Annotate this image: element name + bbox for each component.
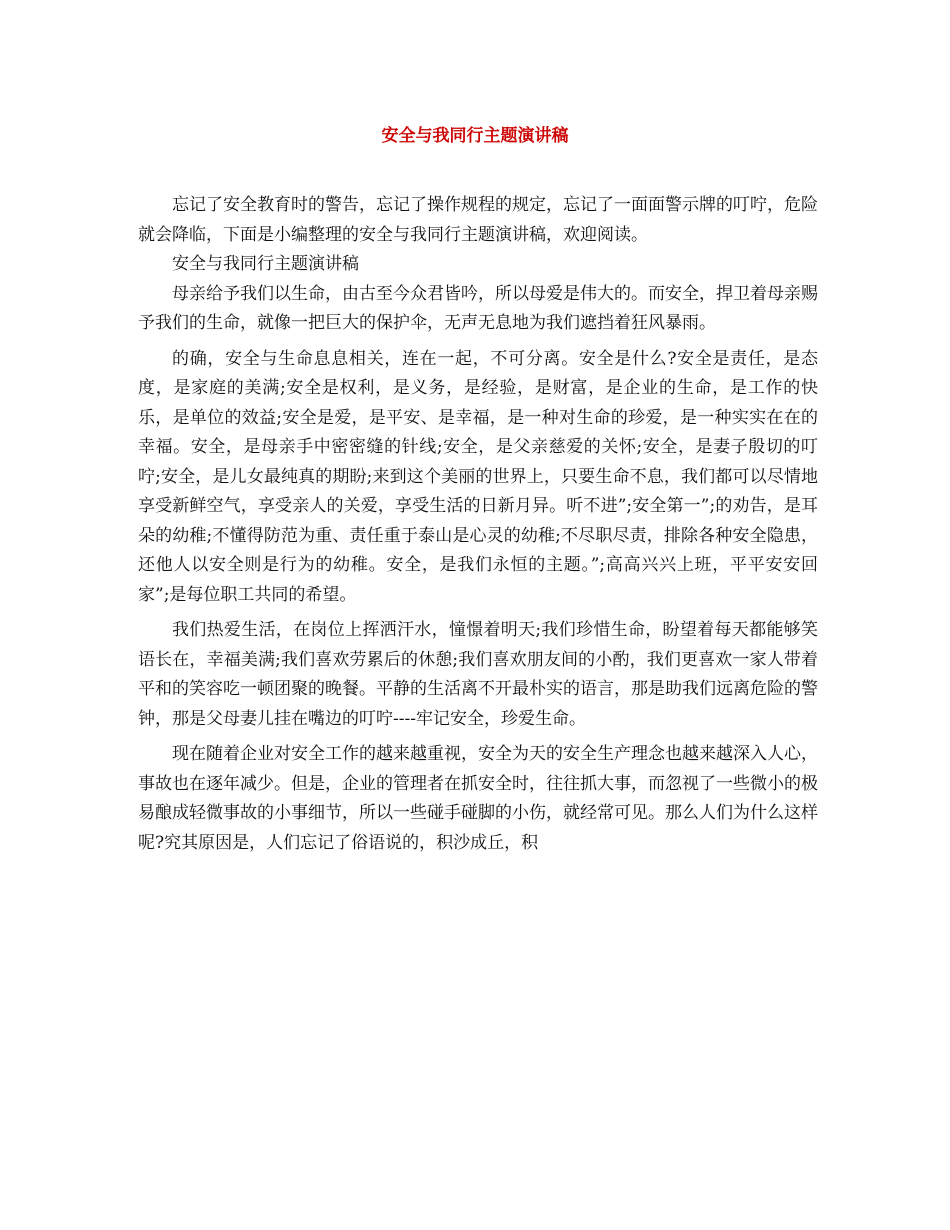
paragraph-subtitle: 安全与我同行主题演讲稿 [172, 254, 359, 274]
paragraph-mother: 母亲给予我们以生命，由古至今众君皆吟，所以母爱是伟大的。而安全，捍卫着母亲赐予我们的生命，就像一把巨大的保护伞，无声无息地为我们遮挡着狂风暴雨。 [138, 283, 818, 333]
document-title: 安全与我同行主题演讲稿 [381, 126, 569, 146]
paragraph-safety-life: 的确，安全与生命息息相关，连在一起，不可分离。安全是什么?安全是责任，是态度，是家庭的美满;安全是权利，是义务，是经验，是财富，是企业的生命，是工作的快乐，是单位的效益;安全是爱，是平安、是幸福，是一种对生命的珍爱，是一种实实在在的幸福。安全，是母亲手中密密缝的针线;安全，是父亲慈爱的关怀;安全，是妻子殷切的叮咛;安全，是儿女最纯真的期盼;来到这个美丽的世界上，只要生命不息，我们都可以尽情地享受新鲜空气，享受亲人的关爱，享受生活的日新月异。听不进”;安全第一”;的劝告，是耳朵的幼稚;不懂得防范为重、责任重于泰山是心灵的幼稚;不尽职尽责，排除各种安全隐患，还他人以安全则是行为的幼稚。安全，是我们永恒的主题。”;高高兴兴上班，平平安安回家”;是每位职工共同的希望。 [138, 348, 818, 605]
paragraph-love-life: 我们热爱生活，在岗位上挥洒汗水，憧憬着明天;我们珍惜生命，盼望着每天都能够笑语长在，幸福美满;我们喜欢劳累后的休憩;我们喜欢朋友间的小酌，我们更喜欢一家人带着平和的笑容吃一顿团聚的晚餐。平静的生活离不开最朴实的语言，那是助我们远离危险的警钟，那是父母妻儿挂在嘴边的叮咛----牢记安全，珍爱生命。 [138, 620, 818, 729]
document-body [138, 191, 818, 858]
paragraph-intro: 忘记了安全教育时的警告，忘记了操作规程的规定，忘记了一面面警示牌的叮咛，危险就会降临，下面是小编整理的安全与我同行主题演讲稿，欢迎阅读。 [138, 195, 818, 245]
paragraph-enterprise: 现在随着企业对安全工作的越来越重视，安全为天的安全生产理念也越来越深入人心，事故也在逐年减少。但是，企业的管理者在抓安全时，往往抓大事，而忽视了一些微小的极易酿成轻微事故的小事细节，所以一些碰手碰脚的小伤，就经常可见。那么人们为什么这样呢?究其原因是，人们忘记了俗语说的，积沙成丘，积 [138, 744, 818, 853]
